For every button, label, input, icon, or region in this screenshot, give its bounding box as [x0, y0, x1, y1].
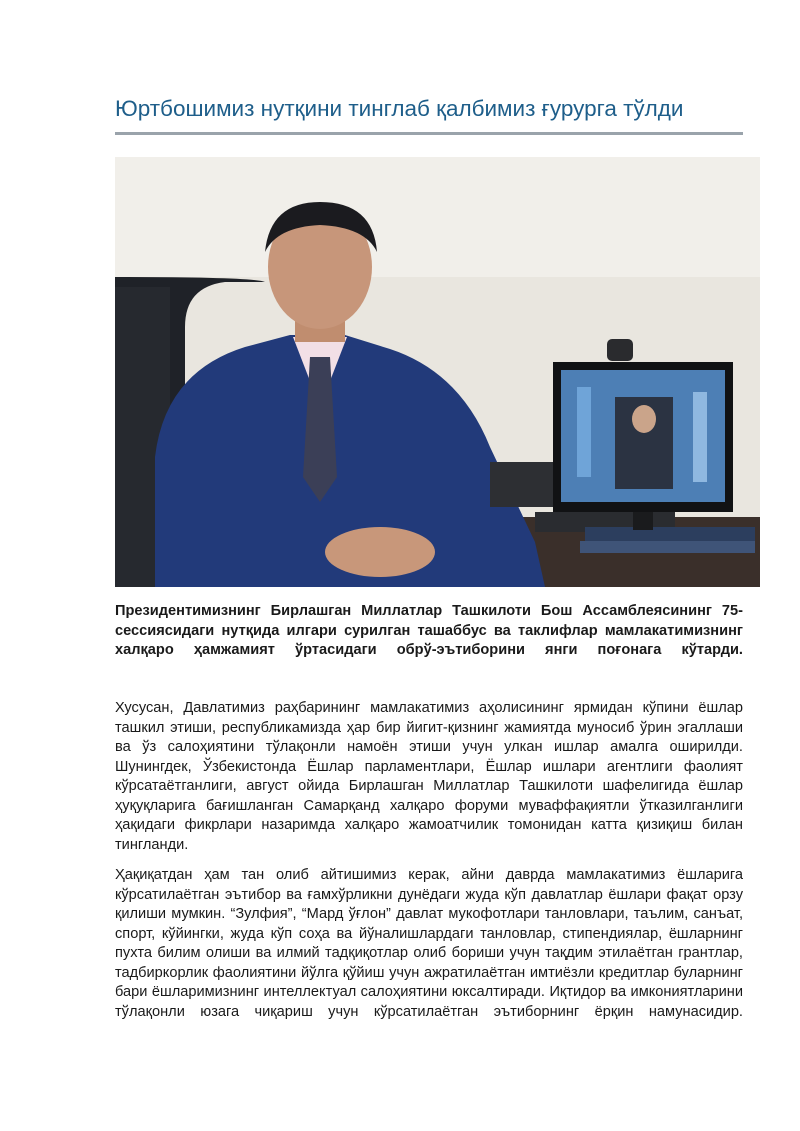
article-title: Юртбошимиз нутқини тинглаб қалбимиз ғурурга тўлди [115, 96, 684, 121]
title-divider [115, 132, 743, 135]
article-paragraph: Хусусан, Давлатимиз раҳбарининг мамлакатимиз аҳолисининг ярмидан кўпини ёшлар ташкил этиши, республикамизда ҳар бир йигит-қизнинг жамиятда муносиб ўрин эгаллаши ва ўз салоҳиятини тўлақонли намоён этиши учун улкан ишлар амалга оширилди. Шунингдек, Ўзбекистонда Ёшлар парламентлари, Ёшлар ишлари агентлиги фаолият кўрсатаётганлиги, август ойида Бирлашган Миллатлар Ташкилоти шафелигида ёшлар ҳуқуқларига бағишланган Самарқанд халқаро форуми муваффақиятли ўтказилганлиги ҳақидаги фикрлари назаримда халқаро жамоатчилик томонидан катта қизиқиш билан тингланди. [115, 700, 743, 853]
article-lead: Президентимизнинг Бирлашган Миллатлар Ташкилоти Бош Ассамблеясининг 75-сессиясидаги нутқида илгари сурилган ташаббус ва таклифлар мамлакатимизнинг халқаро ҳамжамият ўртасидаги обрў-эътиборини янги поғонага кўтарди. [115, 603, 743, 658]
article-photo [115, 157, 760, 587]
article-paragraph: Ҳақиқатдан ҳам тан олиб айтишимиз керак, айни даврда мамлакатимиз ёшларига кўрсатилаётган эътибор ва ғамхўрликни дунёдаги жуда кўп давлатлар ёшлари фақат орзу қилиши мумкин. “Зулфия”, “Мард ўғлон” давлат мукофотлари танловлари, таълим, санъат, спорт, кўйингки, жуда кўп соҳа ва йўналишлардаги танловлар, стипендиялар, ёшларнинг пухта билим олиши ва илмий тадқиқотлар олиб бориши учун тақдим этилаётган грантлар, тадбиркорлик фаолиятини йўлга қўйиш учун ажратилаётган имтиёзли кредитлар буларнинг бари ёшларимизнинг интеллектуал салоҳиятини юксалтиради. Иқтидор ва имкониятларини тўлақонли юзага чиқариш учун кўрсатилаётган эътиборнинг ёрқин намунасидир. [115, 867, 743, 1020]
